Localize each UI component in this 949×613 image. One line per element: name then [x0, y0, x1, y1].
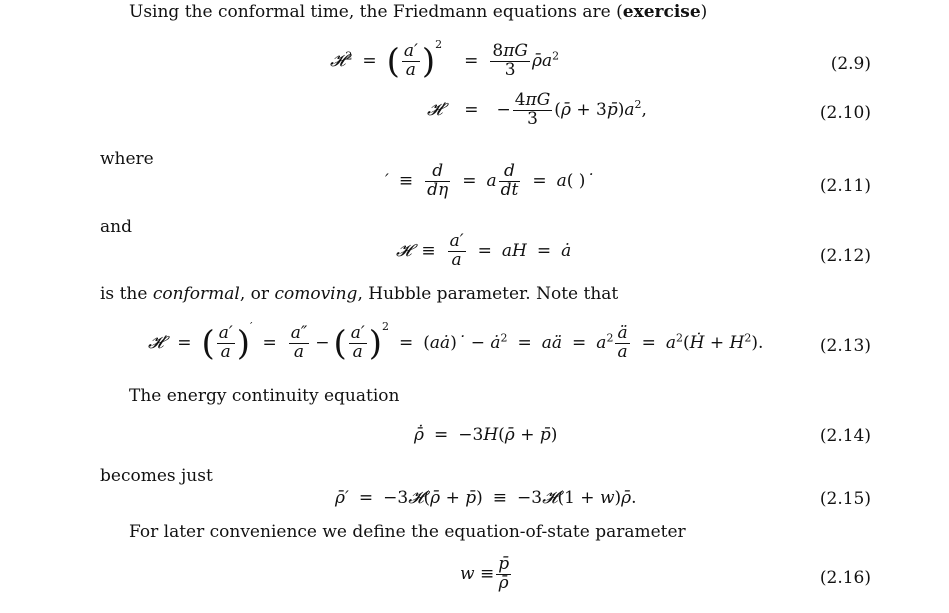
equation-number-2-9: (2.9) [830, 54, 871, 74]
equation-2-12: 𝓗 ≡ $\frac{a'}{a}$ = aH = ȧ [396, 231, 572, 270]
equation-number-2-15: (2.15) [819, 489, 871, 509]
intro-after: ) [700, 2, 708, 22]
equation-2-9: 𝓗$^2$ = ( $\frac{a'}{a}$ )$^2$= $\frac{8\pi G}{3}$ $\rhōa^2$ [330, 38, 560, 82]
comoving-word: comoving [274, 284, 358, 304]
equation-2-16: w ≡ $\frac{p̄}{\rhō}$ [460, 554, 510, 593]
label-energy-continuity: The energy continuity equation [129, 386, 400, 406]
label-later-convenience: For later convenience we define the equation-of-state parameter [129, 522, 686, 542]
conformal-sentence [100, 284, 618, 304]
label-and: and [100, 217, 132, 237]
equation-number-2-13: (2.13) [819, 336, 871, 356]
equation-2-15: ρ̄′ = −3𝓗(ρ̄ + p̄) ≡ −3𝓗(1 + w)ρ̄. [335, 488, 637, 508]
intro-before: Using the conformal time, the Friedmann equations are ( [129, 2, 623, 22]
equation-2-14: ρ̄̇ = −3H(ρ̄ + p̄) [414, 425, 558, 445]
equation-number-2-11: (2.11) [819, 176, 871, 196]
equation-number-2-12: (2.12) [819, 246, 871, 266]
equation-number-2-10: (2.10) [819, 103, 871, 123]
equation-2-11: ′ ≡ $\frac{d}{d\eta}$ = a $\frac{d}{dt}$ = a( )˙ [385, 161, 594, 200]
equation-2-10: 𝓗′ = − $\frac{4\pi G}{3}$ (ρ̄ + $3p̄)a^2$, [427, 90, 647, 129]
conformal-sentence-1: is the [100, 284, 153, 304]
conformal-sentence-2: , or [239, 284, 275, 304]
label-becomes-just: becomes just [100, 466, 213, 486]
equation-number-2-16: (2.16) [819, 568, 871, 588]
equation-number-2-14: (2.14) [819, 426, 871, 446]
conformal-sentence-3: , Hubble parameter. Note that [357, 284, 619, 304]
intro-line [129, 2, 707, 22]
label-where: where [100, 149, 154, 169]
equation-2-13: 𝓗′ = ( $\frac{a'}{a}$ )′= $\frac{a''}{a}$ − ( $\frac{a'}{a}$ )$^2$= (aȧ)˙ − $ȧ^2$ = aä = $a^2$ $\frac{ä}{a}$ = $a^2(Ḣ + H^2)$. [148, 320, 764, 364]
conformal-word: conformal [152, 284, 240, 304]
intro-bold: exercise [622, 2, 701, 22]
